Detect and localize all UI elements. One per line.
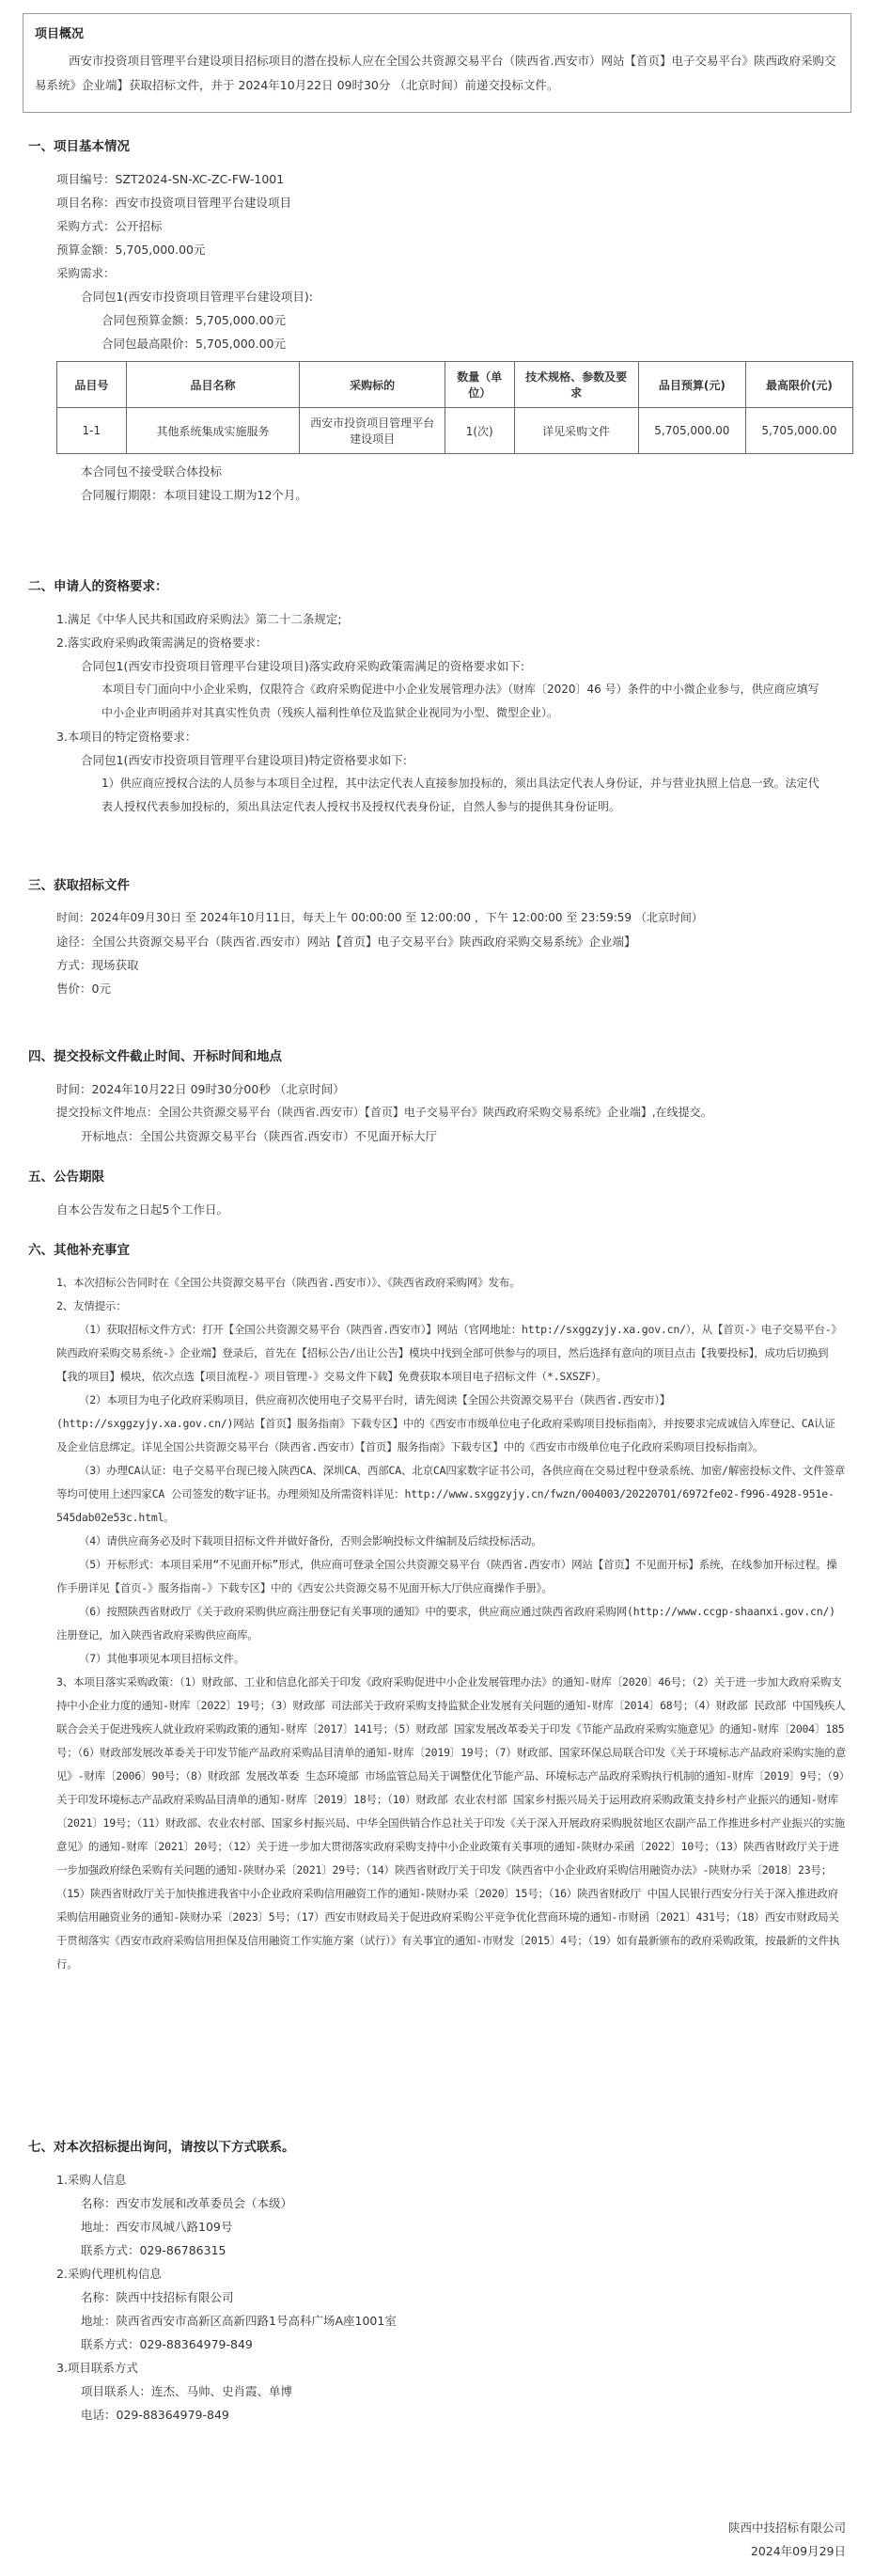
table-header-cell: 数量（单位） bbox=[445, 362, 514, 408]
table-cell: 西安市投资项目管理平台建设项目 bbox=[300, 408, 445, 454]
contract-period: 合同履行期限：本项目建设工期为12个月。 bbox=[81, 488, 307, 502]
section-title: 七、对本次招标提出询问，请按以下方式联系。 bbox=[28, 2140, 295, 2155]
obtain-mode: 方式：现场获取 bbox=[56, 958, 139, 972]
section-title: 六、其他补充事宜 bbox=[28, 1243, 130, 1258]
table-header-cell: 最高限价(元) bbox=[745, 362, 852, 408]
notice-paragraph: （3）办理CA认证：电子交易平台现已接入陕西CA、深圳CA、西部CA、北京CA四家数字证书公司，各供应商在交易过程中登录系统、加密/解密投标文件、文件签章等均可使用上述四家CA 公司签发的数字证书。办理须知及所需资料详见：http://www.sxggzyjy.cn/fwzn/004003/20220701/6972fe02-f996-4928-951e-545dab02e53c.html。 bbox=[56, 1464, 846, 1524]
contact-line: 电话：029-88364979-849 bbox=[81, 2408, 229, 2422]
table-header-cell: 技术规格、参数及要求 bbox=[514, 362, 638, 408]
opening-location: 开标地点：全国公共资源交易平台（陕西省.西安市）不见面开标大厅 bbox=[81, 1129, 437, 1143]
notice-period-text: 自本公告发布之日起5个工作日。 bbox=[56, 1202, 228, 1217]
table-cell: 5,705,000.00 bbox=[745, 408, 852, 454]
notice-paragraph: （7）其他事项见本项目招标文件。 bbox=[79, 1652, 245, 1665]
section-qualifications bbox=[28, 575, 846, 819]
lot-title: 合同包1(西安市投资项目管理平台建设项目): bbox=[81, 290, 313, 304]
table-header-row bbox=[57, 362, 853, 408]
contact-heading: 2.采购代理机构信息 bbox=[56, 2267, 162, 2281]
section-deadline bbox=[28, 1045, 846, 1148]
requirement-label: 采购需求： bbox=[56, 266, 116, 280]
items-table bbox=[56, 361, 853, 454]
section-title: 五、公告期限 bbox=[28, 1170, 104, 1185]
signature-block bbox=[728, 2516, 846, 2563]
qualification-line: 本项目专门面向中小企业采购，仅限符合《政府采购促进中小企业发展管理办法》（财库〔2020〕46 号）条件的中小微企业参与，供应商应填写 bbox=[101, 683, 819, 696]
qualification-line: 1）供应商应授权合法的人员参与本项目全过程，其中法定代表人直接参加投标的，须出具法定代表人身份证，并与营业执照上信息一致。法定代 bbox=[101, 777, 819, 790]
submit-location: 提交投标文件地点：全国公共资源交易平台（陕西省.西安市）【首页】电子交易平台》陕西政府采购交易系统》企业端】,在线提交。 bbox=[56, 1106, 712, 1119]
qualification-line: 合同包1(西安市投资项目管理平台建设项目)落实政府采购政策需满足的资格要求如下: bbox=[81, 659, 524, 673]
table-header-cell: 采购标的 bbox=[300, 362, 445, 408]
table-cell: 1(次) bbox=[445, 408, 514, 454]
signature-date: 2024年09月29日 bbox=[750, 2544, 846, 2558]
contact-line: 地址：陕西省西安市高新区高新四路1号高科广场A座1001室 bbox=[81, 2314, 397, 2328]
lot-budget: 合同包预算金额：5,705,000.00元 bbox=[101, 313, 286, 327]
contact-line: 地址：西安市凤城八路109号 bbox=[81, 2220, 233, 2234]
table-cell: 详见采购文件 bbox=[514, 408, 638, 454]
obtain-way: 途径：全国公共资源交易平台（陕西省.西安市）网站【首页】电子交易平台》陕西政府采购交易系统》企业端】 bbox=[56, 935, 636, 949]
consortium-note: 本合同包不接受联合体投标 bbox=[81, 464, 223, 479]
section-contacts bbox=[28, 2136, 846, 2427]
lot-max-price: 合同包最高限价：5,705,000.00元 bbox=[101, 337, 286, 351]
project-name: 项目名称：西安市投资项目管理平台建设项目 bbox=[56, 196, 292, 210]
overview-text: 西安市投资项目管理平台建设项目招标项目的潜在投标人应在全国公共资源交易平台（陕西省.西安市）网站【首页】电子交易平台》陕西政府采购交易系统》企业端】获取招标文件，并于 2024年10月22日 09时30分 （北京时间）前递交投标文件。 bbox=[35, 54, 836, 92]
section-title: 一、项目基本情况 bbox=[28, 139, 130, 154]
notice-paragraph: （2）本项目为电子化政府采购项目，供应商初次使用电子交易平台时，请先阅读【全国公共资源交易平台（陕西省.西安市）】(http://sxggzyjy.xa.gov.cn/)网站【首页】服务指南》下载专区】中的《西安市市级单位电子化政府采购项目投标指南》，并按要求完成诚信入库登记、CA认证及企业信息绑定。详见全国公共资源交易平台（陕西省.西安市）【首页】服务指南》下载专区】中的《西安市市级单位电子化政府采购项目投标指南》。 bbox=[56, 1393, 835, 1453]
contact-line: 名称：陕西中技招标有限公司 bbox=[81, 2290, 234, 2304]
contact-line: 名称：西安市发展和改革委员会（本级） bbox=[81, 2196, 293, 2210]
contact-line: 项目联系人：连杰、马帅、史肖霞、单博 bbox=[81, 2384, 293, 2398]
notice-paragraph: （1）获取招标文件方式：打开【全国公共资源交易平台（陕西省.西安市）】网站（官网地址：http://sxggzyjy.xa.gov.cn/），从【首页-》电子交易平台-》陕西政府采购交易系统-》企业端】登录后，首先在【招标公告/出让公告】模块中找到全部可供参与的项目，然后选择有意向的项目点击【我要投标】，成功后切换到【我的项目】模块，依次点选【项目流程-》项目管理-》交易文件下载】免费获取本项目电子招标文件（*.SXSZF）。 bbox=[56, 1323, 842, 1383]
qualification-line: 2.落实政府采购政策需满足的资格要求： bbox=[56, 636, 268, 650]
qualification-line: 合同包1(西安市投资项目管理平台建设项目)特定资格要求如下: bbox=[81, 753, 407, 767]
section-basic-info bbox=[28, 135, 846, 507]
procurement-method: 采购方式：公开招标 bbox=[56, 219, 163, 233]
section-obtain-documents bbox=[28, 874, 846, 1000]
notice-paragraph: （5）开标形式：本项目采用“不见面开标”形式，供应商可登录全国公共资源交易平台（陕西省.西安市）网站【首页】不见面开标】系统，在线参加开标过程。操作手册详见【首页-》服务指南-》下载专区】中的《西安公共资源交易不见面开标大厅供应商操作手册》。 bbox=[56, 1558, 837, 1594]
table-cell: 5,705,000.00 bbox=[638, 408, 745, 454]
notice-paragraph: 2、友情提示： bbox=[56, 1299, 127, 1312]
contact-line: 联系方式：029-86786315 bbox=[81, 2243, 226, 2257]
table-cell: 1-1 bbox=[57, 408, 127, 454]
deadline-time: 时间：2024年10月22日 09时30分00秒 （北京时间） bbox=[56, 1082, 345, 1096]
contact-heading: 1.采购人信息 bbox=[56, 2173, 127, 2187]
signature-org: 陕西中技招标有限公司 bbox=[727, 2521, 846, 2535]
overview-box bbox=[23, 13, 851, 113]
project-number: 项目编号：SZT2024-SN-XC-ZC-FW-1001 bbox=[56, 172, 285, 186]
contact-heading: 3.项目联系方式 bbox=[56, 2361, 138, 2375]
contact-line: 联系方式：029-88364979-849 bbox=[81, 2337, 253, 2351]
table-row bbox=[57, 408, 853, 454]
other-matters-body bbox=[28, 1271, 846, 1976]
notice-paragraph: （6）按照陕西省财政厅《关于政府采购供应商注册登记有关事项的通知》中的要求，供应商应通过陕西省政府采购网(http://www.ccgp-shaanxi.gov.cn/)注册登记，加入陕西省政府采购供应商库。 bbox=[56, 1605, 835, 1641]
section-title: 三、获取招标文件 bbox=[28, 878, 130, 893]
section-title: 二、申请人的资格要求： bbox=[28, 579, 168, 594]
table-header-cell: 品目预算(元) bbox=[638, 362, 745, 408]
table-header-cell: 品目名称 bbox=[126, 362, 300, 408]
overview-title: 项目概况 bbox=[35, 27, 85, 41]
section-notice-period bbox=[28, 1166, 846, 1221]
obtain-time: 时间：2024年09月30日 至 2024年10月11日，每天上午 00:00:00 至 12:00:00 ，下午 12:00:00 至 23:59:59 （北京时间） bbox=[56, 911, 703, 924]
section-title: 四、提交投标文件截止时间、开标时间和地点 bbox=[28, 1049, 282, 1064]
qualification-line: 表人授权代表参加投标的，须出具法定代表人授权书及授权代表身份证，自然人参与的提供其身份证明。 bbox=[101, 800, 621, 813]
notice-paragraph: （4）请供应商务必及时下载项目招标文件并做好备份，否则会影响投标文件编制及后续投标活动。 bbox=[79, 1534, 542, 1547]
notice-paragraph: 3、本项目落实采购政策：（1）财政部、工业和信息化部关于印发《政府采购促进中小企业发展管理办法》的通知-财库〔2020〕46号；（2）关于进一步加大政府采购支持中小企业力度的通知-财库〔2022〕19号；（3）财政部 司法部关于政府采购支持监狱企业发展有关问题的通知-财库〔2014〕68号；（4）财政部 民政部 中国残疾人联合会关于促进残疾人就业政府采购政策的通知-财库〔2017〕141号；（5）财政部 国家发展改革委关于印发《节能产品政府采购实施意见》的通知-财库〔2004〕185号；（6）财政部发展改革委关于印发节能产品政府采购品目清单的通知-财库〔2019〕19号；（7）财政部、国家环保总局联合印发《关于环境标志产品政府采购实施的意见》-财库〔2006〕90号；（8）财政部 发展改革委 生态环境部 市场监管总局关于调整优化节能产品、环境标志产品政府采购执行机制的通知-财库〔2019〕9号；（9）关于印发环境标志产品政府采购品目清单的通知-财库〔2019〕18号；（10）财政部 农业农村部 国家乡村振兴局关于运用政府采购政策支持乡村产业振兴的通知-财库〔2021〕19号；（11）财政部、农业农村部、国家乡村振兴局、中华全国供销合作总社关于印发《关于深入开展政府采购脱贫地区农副产品工作推进乡村产业振兴的实施意见》的通知-财库〔2021〕20号；（12）关于进一步加大贯彻落实政府采购支持中小企业政策有关事项的通知-陕财办采函〔2022〕10号；（13）陕西省财政厅关于进一步加强政府绿色采购有关问题的通知-陕财办采〔2021〕29号；（14）陕西省财政厅关于印发《陕西省中小企业政府采购信用融资办法》-陕财办采〔2018〕23号；（15）陕西省财政厅关于加快推进我省中小企业政府采购信用融资工作的通知-陕财办采〔2020〕15号；（16）陕西省财政厅 中国人民银行西安分行关于深入推进政府采购信用融资业务的通知-陕财办采〔2023〕5号；（17）西安市财政局关于促进政府采购公平竞争优化营商环境的通知-市财函〔2021〕431号；（18）西安市财政局关于贯彻落实《西安市政府采购信用担保及信用融资工作实施方案（试行）》有关事宜的通知-市财发〔2015〕4号；（19）如有最新颁布的政府采购政策，按最新的文件执行。 bbox=[56, 1675, 847, 1971]
table-header-cell: 品目号 bbox=[57, 362, 127, 408]
table-cell: 其他系统集成实施服务 bbox=[126, 408, 300, 454]
obtain-price: 售价：0元 bbox=[56, 982, 111, 996]
qualification-line: 3.本项目的特定资格要求： bbox=[56, 730, 197, 744]
budget-amount: 预算金额：5,705,000.00元 bbox=[56, 243, 206, 257]
qualification-line: 1.满足《中华人民共和国政府采购法》第二十二条规定; bbox=[56, 612, 342, 626]
section-other-matters bbox=[28, 1239, 846, 1976]
qualification-line: 中小企业声明函并对其真实性负责（残疾人福利性单位及监狱企业视同为小型、微型企业）。 bbox=[101, 706, 559, 719]
notice-paragraph: 1、本次招标公告同时在《全国公共资源交易平台（陕西省.西安市）》、《陕西省政府采购网》发布。 bbox=[56, 1276, 521, 1289]
